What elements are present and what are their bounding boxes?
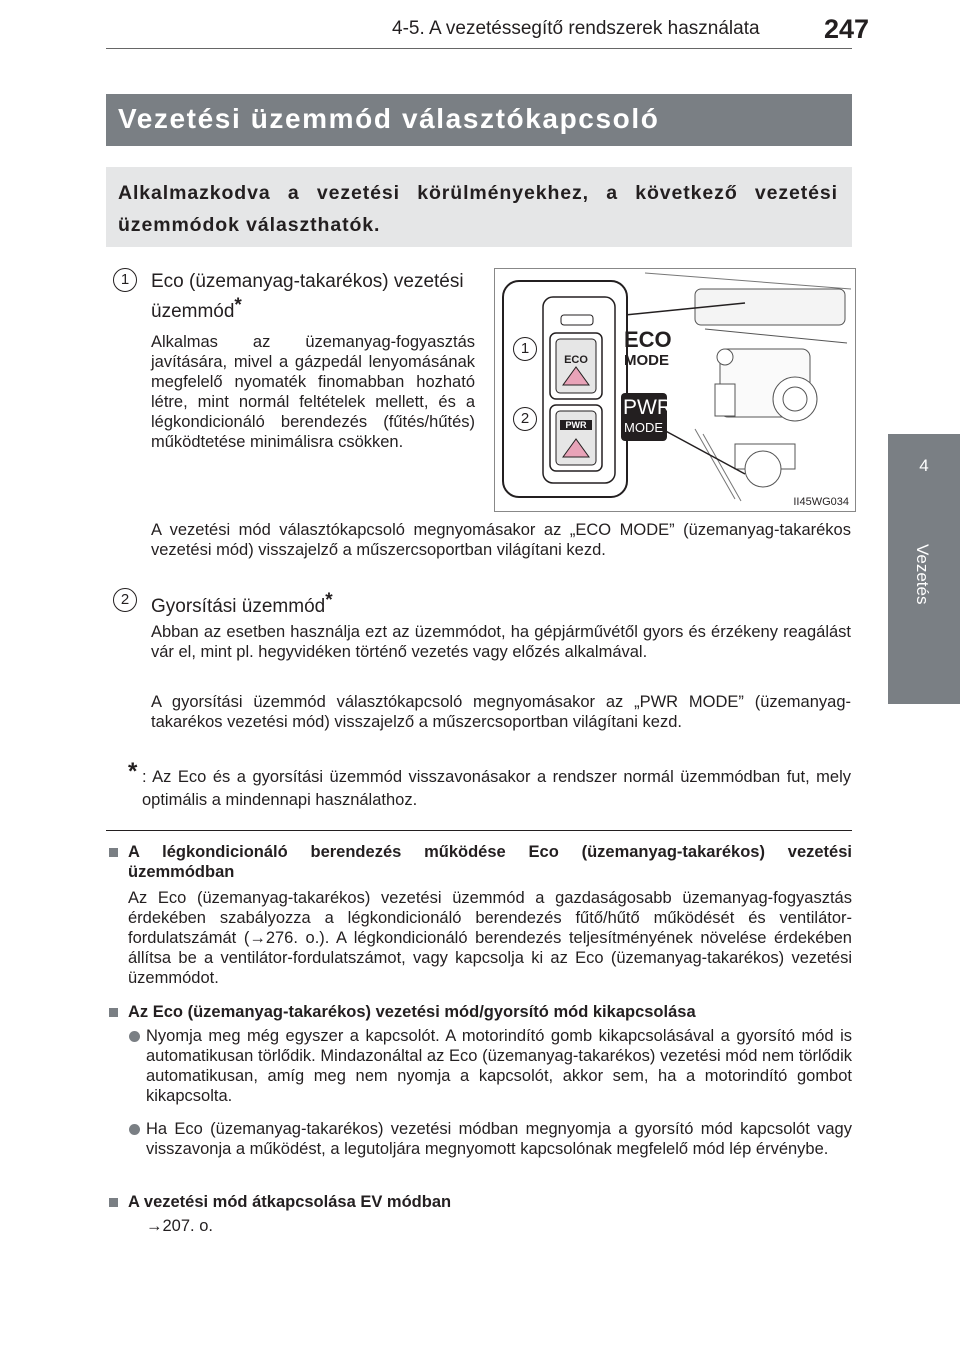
item-number-1: 1: [113, 268, 137, 292]
section-divider: [106, 830, 852, 831]
item-1-title-text: Eco (üzemanyag-takarékos) vezetési üzemmód: [151, 271, 464, 322]
ac-note-heading: A légkondicionáló berendezés működése Eco (üzemanyag-takarékos) vezetési üzemmódban: [128, 843, 852, 881]
round-bullet-icon: [129, 1124, 140, 1135]
page-number: 247: [824, 14, 870, 44]
chapter-label: Vezetés: [913, 544, 932, 605]
item-2-description: Abban az esetben használja ezt az üzemmódot, ha gépjárművétől gyors és érzékeny reagálást vár el, mint pl. hegyvidéken történő vezetés vagy előzés alkalmával.: [151, 623, 851, 661]
eco-button-label: ECO: [564, 354, 588, 366]
eco-mode-indicator-line1: ECO: [624, 327, 672, 352]
footnote-star: *: [325, 590, 333, 611]
illustration-code: II45WG034: [793, 496, 849, 508]
item-2-title-text: Gyorsítási üzemmód: [151, 596, 326, 617]
chapter-tab: [888, 434, 960, 704]
intro-box: [106, 167, 852, 247]
round-bullet-icon: [129, 1031, 140, 1042]
ev-note-reference: →207. o.: [146, 1217, 213, 1235]
square-bullet-icon: [109, 1008, 118, 1017]
chapter-number: 4: [919, 456, 929, 475]
item-1-description: Alkalmas az üzemanyag-fogyasztás javítására, mivel a gázpedál lenyomásának megfelelő nyomaték finomabban hozható létre, mint normál feltételek mellett, és a légkondicionáló berendezés (fűtés/hűtés) működtetése minimálisra csökken.: [151, 333, 475, 451]
callout-1: 1: [513, 337, 537, 361]
square-bullet-icon: [109, 848, 118, 857]
eco-mode-indicator-line2: MODE: [624, 352, 669, 369]
section-title: Vezetési üzemmód választókapcsoló: [118, 103, 660, 134]
item-number-2: 2: [113, 588, 137, 612]
pwr-mode-indicator-line2: MODE: [624, 420, 663, 435]
dashboard-drawing: [495, 269, 855, 511]
square-bullet-icon: [109, 1198, 118, 1207]
pwr-mode-indicator-line1: PWR: [623, 396, 672, 419]
footnote-text: : Az Eco és a gyorsítási üzemmód visszavonásakor a rendszer normál üzemmódban fut, mely optimális a mindennapi használathoz.: [142, 768, 851, 809]
pwr-button-label: PWR: [560, 420, 592, 430]
item-1-title: [151, 270, 475, 324]
running-header: 4-5. A vezetéssegítő rendszerek használata: [392, 18, 760, 39]
header-rule: [106, 48, 852, 49]
section-title-bar: [106, 94, 852, 146]
off-note-heading: Az Eco (üzemanyag-takarékos) vezetési mód/gyorsító mód kikapcsolása: [128, 1003, 696, 1021]
ev-note-heading: A vezetési mód átkapcsolása EV módban: [128, 1193, 452, 1211]
callout-2: 2: [513, 407, 537, 431]
item-1-extra: A vezetési mód választókapcsoló megnyomásakor az „ECO MODE” (üzemanyag-takarékos vezetési mód) visszajelző a műszercsoportban világítani kezd.: [151, 521, 851, 559]
item-2-title: [151, 589, 841, 619]
intro-text: Alkalmazkodva a vezetési körülményekhez, a következő vezetési üzemmódok választhatók.: [118, 182, 838, 236]
mode-switch-illustration: [494, 268, 856, 512]
footnote-star: *: [234, 295, 242, 316]
ac-note-text: Az Eco (üzemanyag-takarékos) vezetési üzemmód a gazdaságosabb üzemanyag-fogyasztás érdekében szabályozza a légkondicionáló berendezés fűtő/hűtő működését és ventilátor-fordulatszámát (→276. o.). A légkondicionáló berendezés teljesítményének növelése érdekében állítsa be a ventilátor-fordulatszámot, vagy kapcsolja ki az Eco (üzemanyag-takarékos) vezetési üzemmódot.: [128, 889, 852, 987]
item-2-extra: A gyorsítási üzemmód választókapcsoló megnyomásakor az „PWR MODE” (üzemanyag-takarékos vezetési mód) visszajelző a műszercsoportban világítani kezd.: [151, 693, 851, 731]
off-note-bullet-2: Ha Eco (üzemanyag-takarékos) vezetési módban megnyomja a gyorsító mód kapcsolót vagy visszavonja a működést, a legutoljára megnyomott kapcsolónak megfelelő mód lép érvénybe.: [146, 1120, 852, 1158]
off-note-bullet-1: Nyomja meg még egyszer a kapcsolót. A motorindító gomb kikapcsolásával a gyorsító mód is automatikusan törlődik. Mindazonáltal az Eco (üzemanyag-takarékos) vezetési mód nem törlődik automatikusan, amíg meg nem nyomja a kapcsolót, akkor sem, ha a motorindító gombot kikapcsolta.: [146, 1027, 852, 1105]
footnote-mark: *: [128, 758, 138, 785]
